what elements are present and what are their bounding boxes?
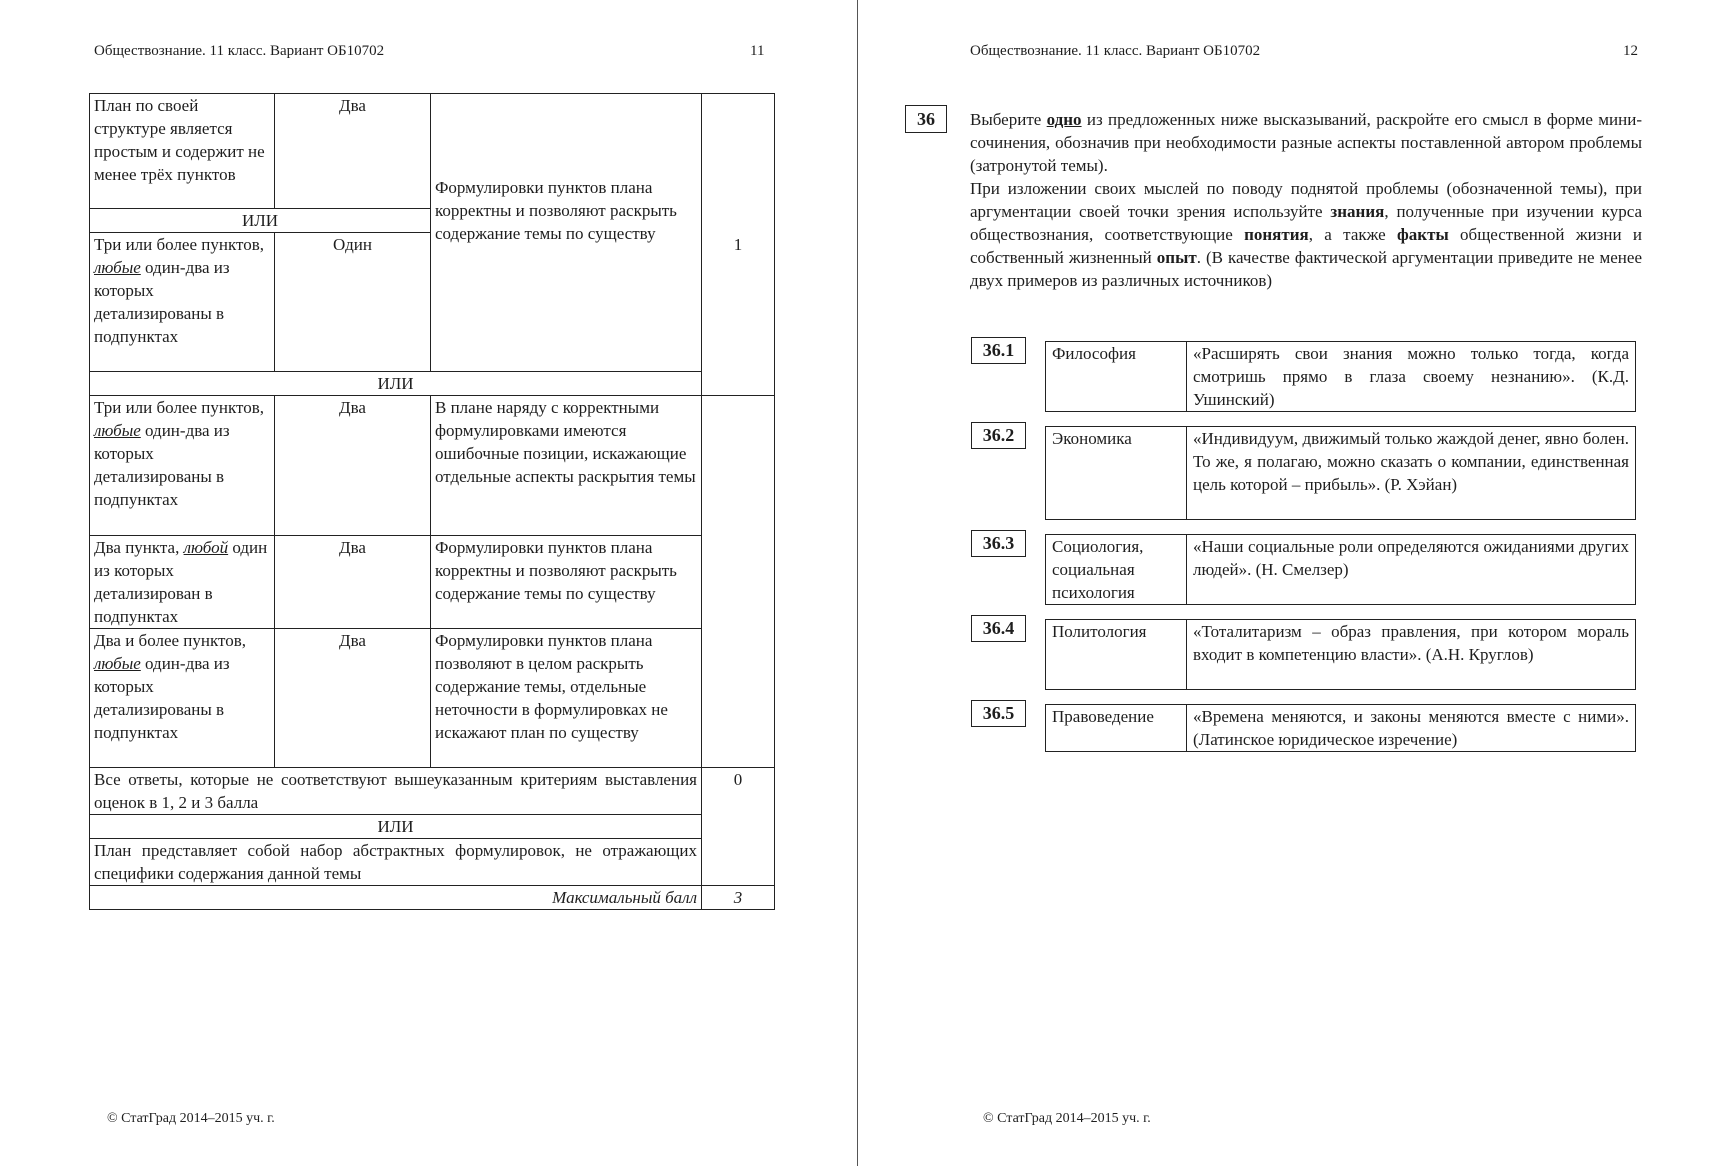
- right-page-number: 12: [1623, 43, 1638, 59]
- right-page-header: Обществознание. 11 класс. Вариант ОБ10702: [970, 43, 1261, 59]
- subject-cell: Философия: [1046, 342, 1187, 412]
- left-page-footer: © СтатГрад 2014–2015 уч. г.: [107, 1111, 275, 1126]
- detail-cell: Два: [275, 94, 431, 209]
- score-cell: [702, 396, 775, 768]
- subquestion-number-box: 36.2: [971, 422, 1026, 449]
- wording-cell: Формулировки пунктов плана корректны и позволяют раскрыть содержание темы по существу: [431, 536, 702, 629]
- detail-cell: Один: [275, 233, 431, 372]
- plan-structure-cell: Три или более пунктов, любые один-два из которых детализированы в подпунктах: [90, 396, 275, 536]
- quote-cell: «Тоталитаризм – образ правления, при котором мораль входит в компетенцию власти». (А.Н. Круглов): [1187, 620, 1636, 690]
- right-page-footer: © СтатГрад 2014–2015 уч. г.: [983, 1111, 1151, 1126]
- plan-structure-cell: Два и более пунктов, любые один-два из которых детализированы в подпунктах: [90, 629, 275, 768]
- subquestion-table: [1045, 341, 1636, 412]
- subquestion-number-box: 36.1: [971, 337, 1026, 364]
- plan-structure-cell: Три или более пунктов, любые один-два из которых детализированы в подпунктах: [90, 233, 275, 372]
- wording-cell: Формулировки пунктов плана корректны и позволяют раскрыть содержание темы по существу: [431, 94, 702, 372]
- subquestion-table: [1045, 704, 1636, 752]
- wording-cell: Формулировки пунктов плана позволяют в целом раскрыть содержание темы, отдельные неточности в формулировках не искажают план по существу: [431, 629, 702, 768]
- instruction-paragraph: Выберите одно из предложенных ниже высказываний, раскройте его смысл в форме мини-сочинения, обозначив при необходимости разные аспекты поставленной автором проблемы (затронутой темы).: [970, 110, 1642, 175]
- left-page-header: Обществознание. 11 класс. Вариант ОБ10702: [94, 43, 385, 59]
- plan-criteria-table: [89, 93, 775, 910]
- score-cell: 0: [702, 768, 775, 886]
- zero-criteria-cell: План представляет собой набор абстрактных формулировок, не отражающих специфики содержания данной темы: [90, 839, 702, 886]
- detail-cell: Два: [275, 629, 431, 768]
- max-score-value: 3: [702, 886, 775, 910]
- or-label: ИЛИ: [90, 815, 702, 839]
- quote-cell: «Времена меняются, и законы меняются вместе с ними». (Латинское юридическое изречение): [1187, 705, 1636, 752]
- subquestion-number-box: 36.3: [971, 530, 1026, 557]
- or-label: ИЛИ: [90, 372, 702, 396]
- detail-cell: Два: [275, 536, 431, 629]
- subquestion-number-box: 36.4: [971, 615, 1026, 642]
- left-page-number: 11: [750, 43, 765, 59]
- subquestion-table: [1045, 619, 1636, 690]
- plan-structure-cell: Два пункта, любой один из которых детализирован в подпунктах: [90, 536, 275, 629]
- max-score-label: Максимальный балл: [90, 886, 702, 910]
- wording-cell: В плане наряду с корректными формулировками имеются ошибочные позиции, искажающие отдельные аспекты раскрытия темы: [431, 396, 702, 536]
- subject-cell: Правоведение: [1046, 705, 1187, 752]
- quote-cell: «Расширять свои знания можно только тогда, когда смотришь прямо в глаза своему незнанию». (К.Д. Ушинский): [1187, 342, 1636, 412]
- zero-criteria-cell: Все ответы, которые не соответствуют вышеуказанным критериям выставления оценок в 1, 2 и 3 балла: [90, 768, 702, 815]
- subject-cell: Политология: [1046, 620, 1187, 690]
- subquestion-number-box: 36.5: [971, 700, 1026, 727]
- question-instructions: [970, 108, 1642, 292]
- subquestion-table: [1045, 534, 1636, 605]
- question-number-box: 36: [905, 105, 947, 133]
- score-cell: 1: [702, 94, 775, 396]
- subject-cell: Социология, социальная психология: [1046, 535, 1187, 605]
- quote-cell: «Индивидуум, движимый только жаждой денег, явно болен. То же, я полагаю, можно сказать о компании, единственная цель которой – прибыль». (Р. Хэйан): [1187, 427, 1636, 520]
- page-divider: [857, 0, 858, 1166]
- subject-cell: Экономика: [1046, 427, 1187, 520]
- plan-structure-cell: План по своей структуре является простым и содержит не менее трёх пунктов: [90, 94, 275, 209]
- quote-cell: «Наши социальные роли определяются ожиданиями других людей». (Н. Смелзер): [1187, 535, 1636, 605]
- subquestion-table: [1045, 426, 1636, 520]
- instruction-paragraph: При изложении своих мыслей по поводу поднятой проблемы (обозначенной темы), при аргументации своей точки зрения используйте знания, полученные при изучении курса обществознания, соответствующие понятия, а также факты общественной жизни и собственный жизненный опыт. (В качестве фактической аргументации приведите не менее двух примеров из различных источников): [970, 179, 1643, 290]
- or-label: ИЛИ: [90, 209, 431, 233]
- detail-cell: Два: [275, 396, 431, 536]
